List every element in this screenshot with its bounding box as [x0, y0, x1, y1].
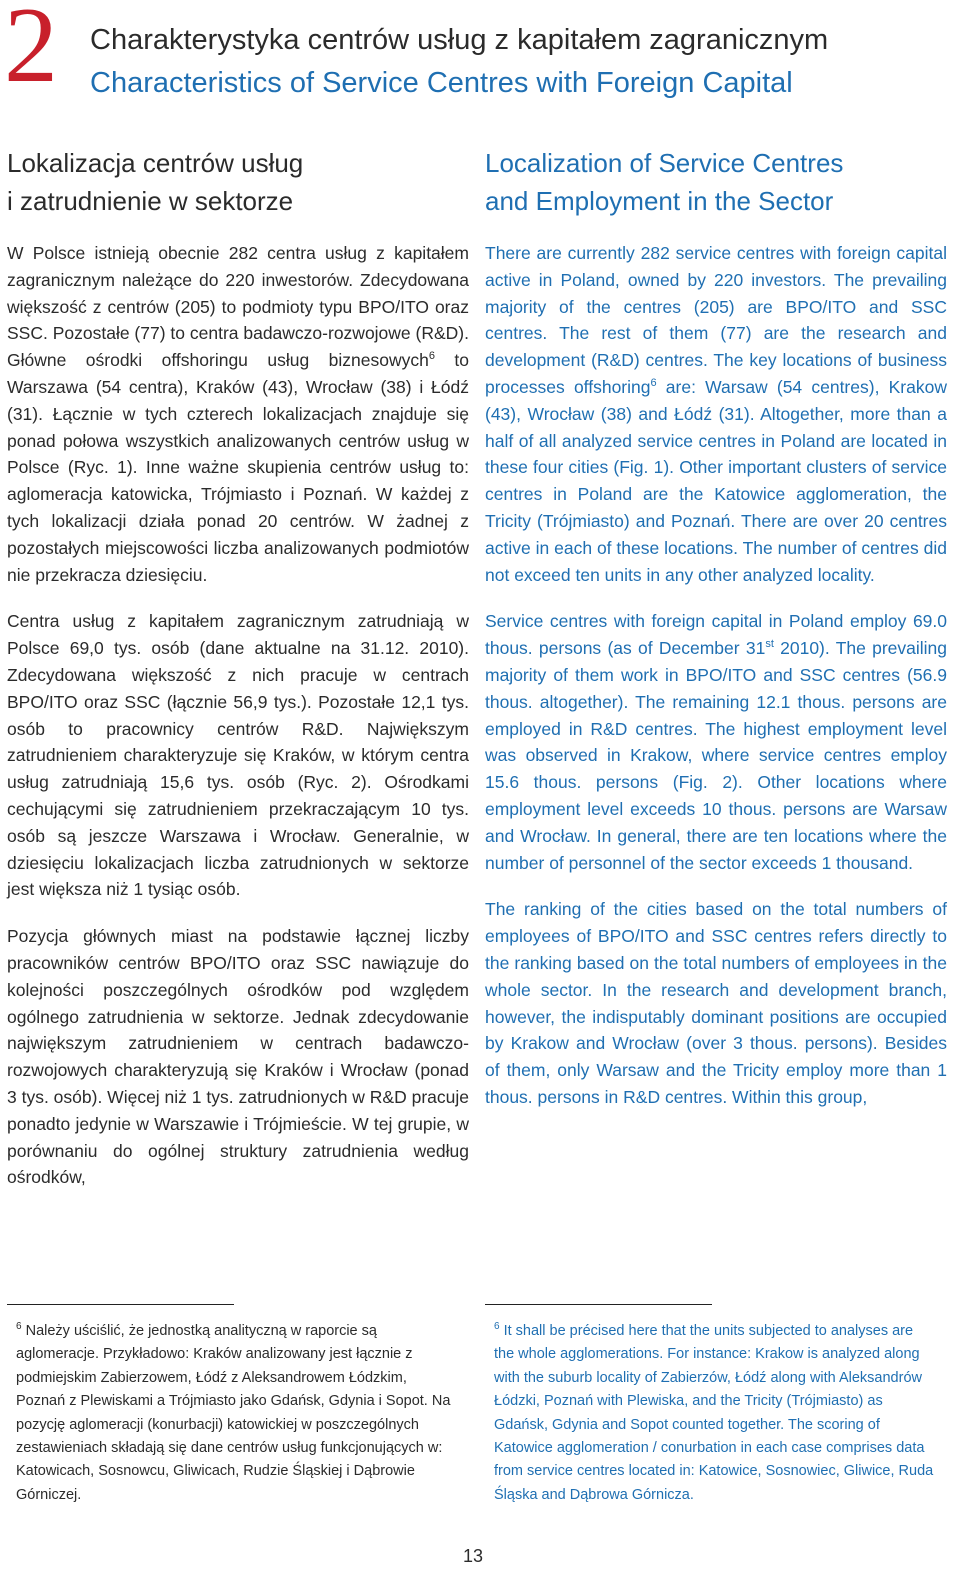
chapter-title-polish: Charakterystyka centrów usług z kapitałem zagranicznym — [90, 24, 829, 56]
footnote-divider-english — [485, 1304, 712, 1305]
paragraph-1-english — [485, 240, 947, 588]
footnote-divider-polish — [7, 1304, 234, 1305]
footnote-ref: 6 — [428, 350, 435, 363]
footnote-english — [494, 1320, 934, 1507]
paragraph-3-english: The ranking of the cities based on the total numbers of employees of BPO/ITO and SSC centres refers directly to the ranking based on the total numbers of employees in the whole sector. In the research and development branch, however, the indisputably dominant positions are occupied by Krakow and Wrocław (over 3 thous. persons). Besides of them, only Warsaw and the Tricity employ more than 1 thous. persons in R&D centres. Within this group, — [485, 899, 947, 1107]
section-heading-line-2: and Employment in the Sector — [485, 186, 834, 216]
polish-column — [7, 144, 469, 1211]
paragraph-text: to Warszawa (54 centra), Kraków (43), Wrocław (38) i Łódź (31). Łącznie w tych czterech lokalizacjach znajduje się ponad połowa wszystkich analizowanych centrów usług w Polsce (Ryc. 1). Inne ważne skupienia centrów usług to: aglomeracja katowicka, Trójmiasto i Poznań. W każdej z tych lokalizacji działa ponad 20 centrów. W żadnej z pozostałych miejscowości liczba analizowanych podmiotów nie przekracza dziesięciu. — [7, 350, 469, 585]
paragraph-text: are: Warsaw (54 centres), Krakow (43), Wrocław (38) and Łódź (31). Altogether, more than a half of all analyzed service centres in Poland are located in these four cities (Fig. 1). Other important clusters of service centres in Poland are the Katowice agglomeration, the Tricity (Trójmiasto) and Poznań. There are over 20 centres active in each of these locations. The number of centres did not exceed ten units in any other analyzed locality. — [485, 376, 947, 585]
paragraph-text: There are currently 282 service centres with foreign capital active in Poland, owned by 220 investors. The prevailing majority of the centres (205) are BPO/ITO and SSC centres. The rest of them (77) are the research and development (R&D) centres. The key locations of business processes offshoring — [485, 243, 947, 397]
chapter-title-english: Characteristics of Service Centres with Foreign Capital — [90, 67, 793, 99]
footnote-text: Należy uściślić, że jednostką analityczną w raporcie są aglomeracje. Przykładowo: Kraków analizowany jest łącznie z podmiejskim Zabierzowem, Łódź z Aleksandrowem Łódzkim, Poznań z Plewiskami a Trójmiasto jako Gdańsk, Gdynia i Sopot. Na pozycję aglomeracji (konurbacji) katowickiej w poszczególnych zestawieniach składają się dane centrów usług funkcjonujących w: Katowicach, Sosnowcu, Gliwicach, Rudzie Śląskiej i Dąbrowie Górniczej. — [16, 1323, 451, 1503]
paragraph-text: W Polsce istnieją obecnie 282 centra usług z kapitałem zagranicznym należące do 220 inwestorów. Zdecydowana większość z centrów (205) to podmioty typu BPO/ITO oraz SSC. Pozostałe (77) to centra badawczo-rozwojowe (R&D). Główne ośrodki offshoringu usług biznesowych — [7, 243, 469, 371]
footnote-text: It shall be précised here that the units subjected to analyses are the whole agglomerations. For instance: Krakow is analyzed along with the suburb locality of Zabierzów, Łódź along with Aleksandrów Łódzki, Poznań with Plewiska, and the Tricity (Trójmiasto) as Gdańsk, Gdynia and Sopot counted together. The scoring of Katowice agglomeration / conurbation in each case comprises data from service centres located in: Katowice, Sosnowiec, Gliwice, Ruda Śląska and Dąbrowa Górnicza. — [494, 1323, 934, 1503]
section-heading-line-1: Localization of Service Centres — [485, 148, 844, 178]
footnote-marker: 6 — [494, 1321, 500, 1333]
footnote-marker: 6 — [16, 1321, 22, 1333]
page-number: 13 — [462, 1546, 484, 1566]
section-heading-english — [485, 144, 947, 220]
section-heading-line-2: i zatrudnienie w sektorze — [7, 186, 294, 216]
chapter-number: 2 — [4, 0, 58, 105]
footnote-polish — [16, 1320, 456, 1507]
paragraph-2-polish: Centra usług z kapitałem zagranicznym zatrudniają w Polsce 69,0 tys. osób (dane aktualne na 31.12. 2010). Zdecydowana większość z nich pracuje w centrach BPO/ITO oraz SSC (łącznie 56,9 tys.). Pozostałe 12,1 tys. osób to pracownicy centrów R&D. Największym zatrudnieniem charakteryzuje się Kraków, w którym centra usług zatrudniają 15,6 tys. osób (Ryc. 2). Ośrodkami cechującymi się zatrudnieniem przekraczającym 10 tys. osób są jeszcze Warszawa i Wrocław. Generalnie, w dziesięciu lokalizacjach liczba zatrudnionych w sektorze jest większa niż 1 tysiąc osób. — [7, 611, 469, 900]
section-heading-polish — [7, 144, 469, 220]
paragraph-text: Service centres with foreign capital in Poland employ 69.0 thous. persons (as of December 31 — [485, 611, 947, 659]
english-column — [485, 144, 947, 1131]
paragraph-text: 2010). The prevailing majority of them work in BPO/ITO and SSC centres (56.9 thous. altogether). The remaining 12.1 thous. persons are employed in R&D centres. The highest employment level was observed in Krakow, where service centres employ 15.6 thous. persons (Fig. 2). Other locations where employment level exceeds 10 thous. persons are Warsaw and Wrocław. In general, there are ten locations where the number of personnel of the sector exceeds 1 thousand. — [485, 638, 948, 873]
ordinal-suffix: st — [765, 638, 774, 651]
paragraph-2-english — [485, 608, 947, 876]
paragraph-3-polish: Pozycja głównych miast na podstawie łącznej liczby pracowników centrów BPO/ITO oraz SSC nawiązuje do kolejności poszczególnych ośrodków pod względem ogólnego zatrudnienia w sektorze. Jednak zdecydowanie największym zatrudnieniem w centrach badawczo-rozwojowych charakteryzują się Kraków i Wrocław (ponad 3 tys. osób). Więcej niż 1 tys. zatrudnionych w R&D pracuje ponadto jedynie w Warszawie i Trójmieście. W tej grupie, w porównaniu do ogólnej struktury zatrudnienia według ośrodków, — [7, 926, 469, 1188]
section-heading-line-1: Lokalizacja centrów usług — [7, 148, 304, 178]
footnote-ref: 6 — [650, 377, 657, 390]
paragraph-1-polish — [7, 240, 469, 588]
